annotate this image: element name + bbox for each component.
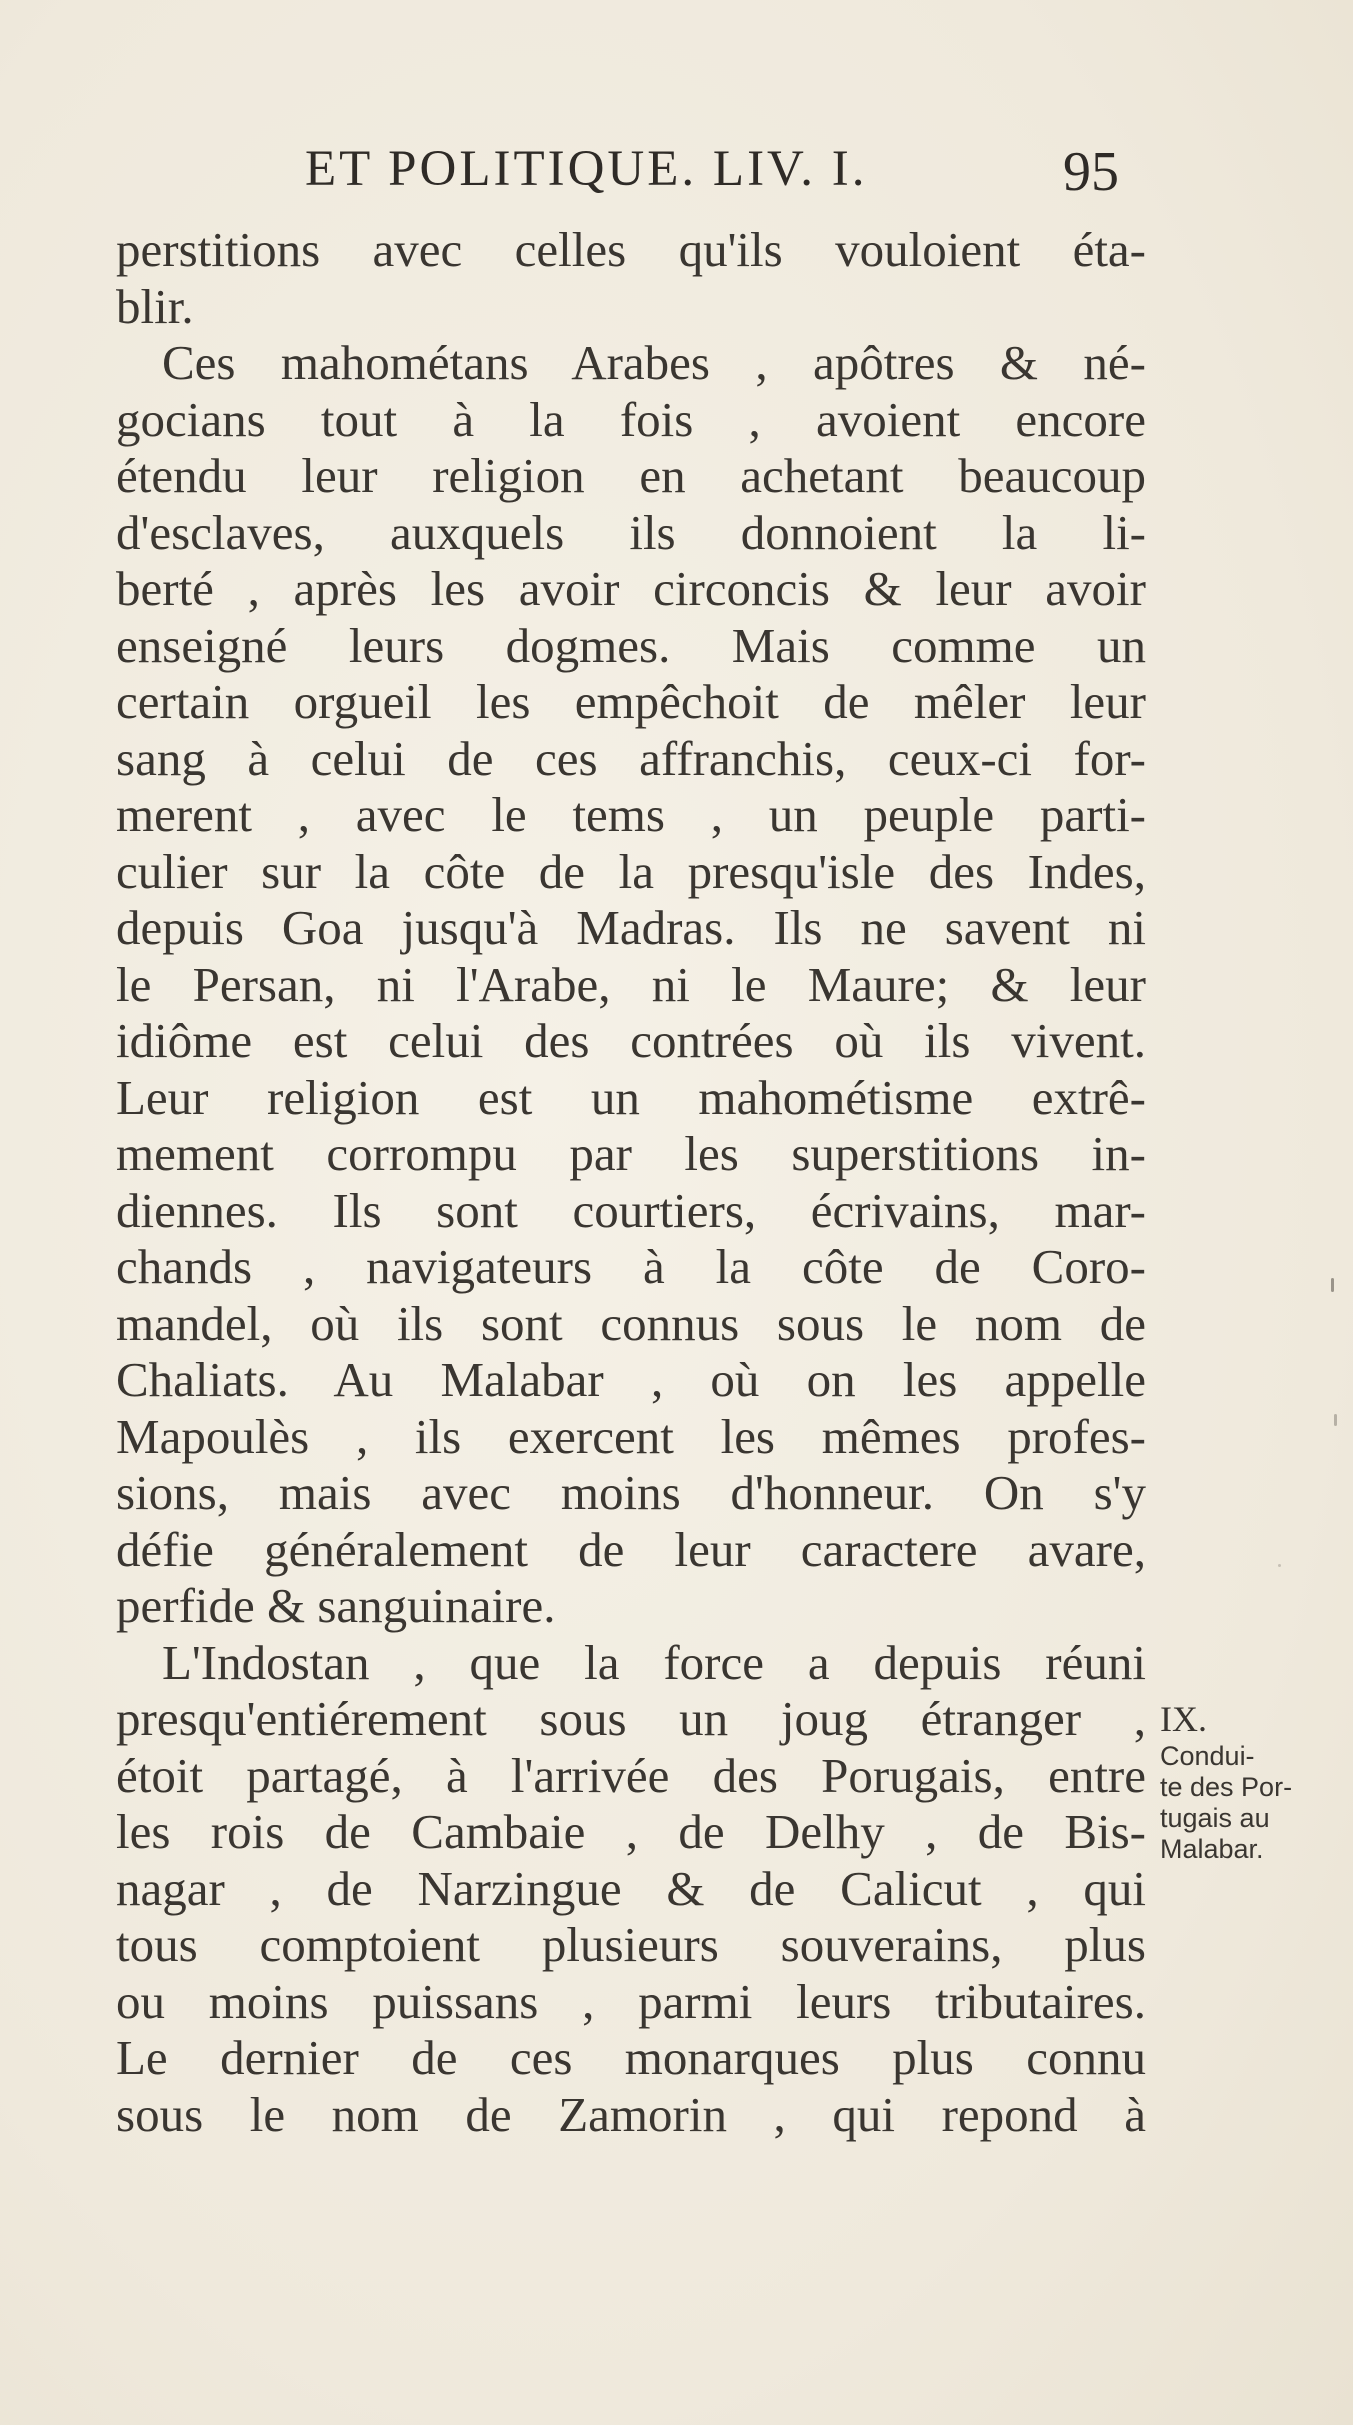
text-line: diennes. Ils sont courtiers, écrivains, mar-	[116, 1182, 1146, 1238]
text-line: perstitions avec celles qu'ils vouloient éta-	[116, 222, 1146, 277]
text-line: culier sur la côte de la presqu'isle des Indes,	[116, 843, 1146, 899]
text-line: tous comptoient plusieurs souverains, plus	[116, 1917, 1146, 1972]
text-line: gocians tout à la fois , avoient encore	[116, 391, 1146, 447]
text-line: sions, mais avec moins d'honneur. On s'y	[116, 1465, 1146, 1520]
running-head-title: ET POLITIQUE. LIV. I.	[305, 141, 868, 197]
text-line: perfide & sanguinaire.	[116, 1578, 556, 1633]
text-line: chands , navigateurs à la côte de Coro-	[116, 1239, 1146, 1294]
margin-note	[1160, 1697, 1340, 1865]
margin-note-line: tugais au	[1160, 1803, 1270, 1833]
text-line: étoit partagé, à l'arrivée des Porugais, entre	[116, 1747, 1146, 1803]
page-number: 95	[1063, 141, 1119, 203]
text-line: Chaliats. Au Malabar , où on les appelle	[116, 1352, 1146, 1407]
text-line: défie généralement de leur caractere avare,	[116, 1521, 1146, 1577]
paper-speck	[1278, 1564, 1281, 1567]
margin-note-number: IX.	[1160, 1699, 1207, 1739]
text-line: d'esclaves, auxquels ils donnoient la li-	[116, 504, 1146, 560]
text-line: le Persan, ni l'Arabe, ni le Maure; & leur	[116, 956, 1146, 1012]
text-line: mement corrompu par les superstitions in-	[116, 1126, 1146, 1181]
text-line: étendu leur religion en achetant beaucoup	[116, 448, 1146, 503]
running-head	[0, 140, 1353, 210]
text-line: idiôme est celui des contrées où ils vivent.	[116, 1013, 1146, 1068]
text-line: L'Indostan , que la force a depuis réuni	[162, 1634, 1146, 1690]
text-line: certain orgueil les empêchoit de mêler leur	[116, 674, 1146, 729]
text-line: sang à celui de ces affranchis, ceux-ci for-	[116, 730, 1146, 786]
text-line: ou moins puissans , parmi leurs tributaires.	[116, 1973, 1146, 2029]
text-line: nagar , de Narzingue & de Calicut , qui	[116, 1860, 1146, 1916]
text-line: berté , après les avoir circoncis & leur avoir	[116, 561, 1146, 616]
text-line: blir.	[116, 278, 194, 334]
text-line: merent , avec le tems , un peuple parti-	[116, 787, 1146, 842]
margin-note-line: Condui-	[1160, 1741, 1255, 1771]
text-line: Leur religion est un mahométisme extrê-	[116, 1069, 1146, 1125]
text-line: Le dernier de ces monarques plus connu	[116, 2030, 1146, 2085]
text-line: Ces mahométans Arabes , apôtres & né-	[162, 335, 1146, 390]
margin-note-line: te des Por-	[1160, 1772, 1293, 1802]
body-text	[116, 222, 1146, 2143]
paper-speck	[1331, 1278, 1334, 1292]
text-line: mandel, où ils sont connus sous le nom de	[116, 1295, 1146, 1351]
text-line: sous le nom de Zamorin , qui repond à	[116, 2086, 1146, 2142]
margin-note-line: Malabar.	[1160, 1834, 1264, 1864]
text-line: Mapoulès , ils exercent les mêmes profes-	[116, 1408, 1146, 1464]
text-line: enseigné leurs dogmes. Mais comme un	[116, 617, 1146, 673]
text-line: presqu'entiérement sous un joug étranger ,	[116, 1691, 1146, 1746]
text-line: les rois de Cambaie , de Delhy , de Bis-	[116, 1804, 1146, 1859]
paper-speck	[1334, 1414, 1337, 1426]
text-line: depuis Goa jusqu'à Madras. Ils ne savent ni	[116, 900, 1146, 955]
